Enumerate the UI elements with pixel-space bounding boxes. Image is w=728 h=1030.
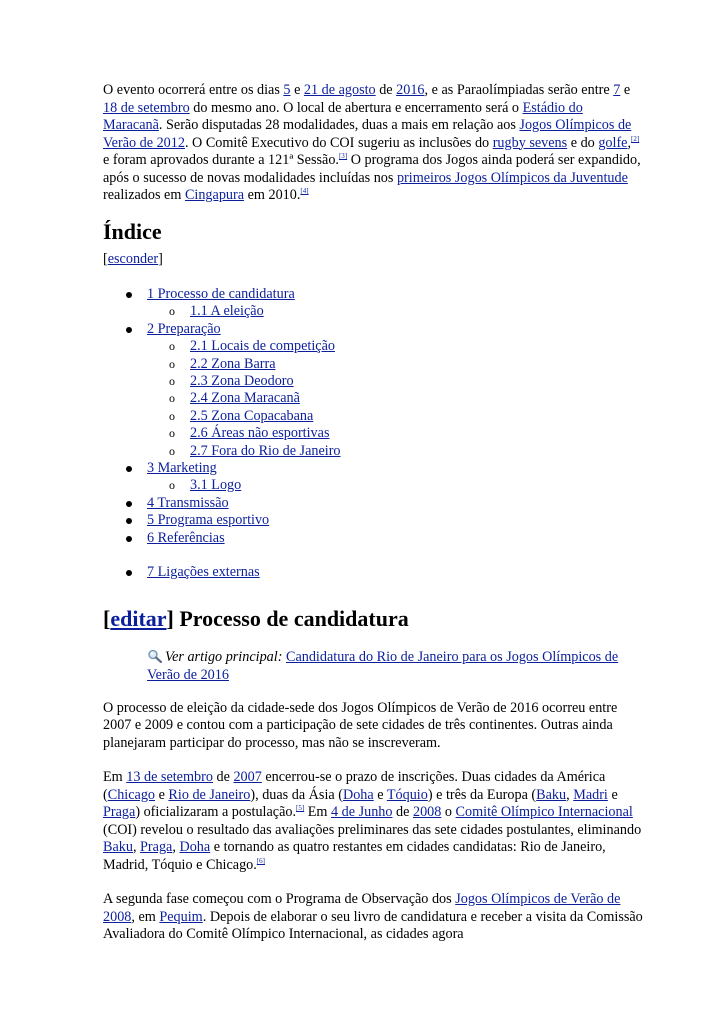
link-golfe[interactable]: golfe: [598, 134, 628, 151]
link-13-setembro[interactable]: 13 de setembro: [126, 769, 213, 785]
toc-hide-link[interactable]: esconder: [107, 250, 159, 267]
hatnote-label: Ver artigo principal:: [165, 648, 283, 665]
toc-link-3[interactable]: 3 Marketing: [147, 460, 217, 477]
toc-item: [103, 286, 643, 321]
text: , e as Paraolímpiadas serão entre: [424, 82, 614, 98]
link-2007[interactable]: 2007: [233, 769, 262, 785]
ref-4[interactable]: [4]: [300, 187, 309, 195]
link-maracana[interactable]: Estádio do Maracanã: [103, 99, 583, 133]
text: em 2010.: [244, 187, 301, 203]
paragraph-2: [103, 769, 643, 874]
toc-item: [103, 564, 643, 581]
toc-item: [103, 512, 643, 529]
toc-subitem: [147, 408, 643, 425]
text: Em: [304, 804, 331, 820]
text: ) oficializaram a postulação.: [135, 804, 297, 820]
link-baku[interactable]: Baku: [536, 786, 567, 803]
text: ,: [132, 839, 141, 855]
link-toquio[interactable]: Tóquio: [386, 786, 428, 803]
link-jogos-juventude[interactable]: primeiros Jogos Olímpicos da Juventude: [396, 169, 628, 186]
ref-6[interactable]: [6]: [256, 856, 265, 865]
toc-link-3-1[interactable]: 3.1 Logo: [190, 477, 242, 494]
toc-link-1[interactable]: 1 Processo de candidatura: [147, 286, 295, 302]
text: encerrou-se o prazo de inscrições. Duas cidades da América (: [103, 769, 606, 803]
bracket: [: [103, 250, 108, 267]
toc-link-2-1[interactable]: 2.1 Locais de competição: [190, 338, 335, 355]
text: Em: [103, 769, 127, 785]
toc-link-2-6[interactable]: 2.6 Áreas não esportivas: [190, 425, 330, 442]
link-jogos-2008[interactable]: Jogos Olímpicos de Verão de 2008: [103, 891, 621, 925]
text: ) e três da Europa (: [427, 786, 537, 803]
toc-list: [103, 286, 643, 582]
toc-item: [103, 460, 643, 495]
toc-title: Índice: [103, 218, 162, 244]
toc-link-2-5[interactable]: 2.5 Zona Copacabana: [190, 407, 314, 424]
link-4-junho[interactable]: 4 de Junho: [331, 804, 393, 820]
toc-link-2-2[interactable]: 2.2 Zona Barra: [190, 355, 276, 372]
text: de: [392, 804, 413, 820]
toc-toggle: [103, 251, 643, 269]
text: e foram aprovados durante a 121ª Sessão.: [103, 152, 339, 168]
toc-subitem: [147, 425, 643, 442]
text: e: [620, 82, 631, 98]
link-rugby-sevens[interactable]: rugby sevens: [492, 134, 568, 151]
text: O evento ocorrerá entre os dias: [103, 82, 284, 98]
link-jogos-2012[interactable]: Jogos Olímpicos de Verão de 2012: [103, 117, 632, 151]
toc-subitem: [147, 443, 643, 460]
toc-link-7[interactable]: 7 Ligações externas: [147, 564, 260, 581]
link-doha[interactable]: Doha: [342, 786, 374, 803]
text: de: [212, 769, 234, 785]
text: ,: [172, 839, 180, 855]
text: e: [607, 786, 618, 803]
link-baku-2[interactable]: Baku: [103, 839, 133, 855]
toc-link-1-1[interactable]: 1.1 A eleição: [190, 303, 264, 320]
toc-link-2-3[interactable]: 2.3 Zona Deodoro: [190, 373, 294, 390]
toc-link-5[interactable]: 5 Programa esportivo: [147, 512, 270, 529]
text: O programa dos Jogos ainda poderá ser expandido, após o sucesso de novas modalidades incluídas nos: [103, 152, 641, 186]
text: e: [373, 786, 387, 803]
text: o: [441, 804, 456, 820]
text: . Depois de elaborar o seu livro de candidatura e receber a visita da Comissão Avaliadora do Comitê Olímpico Internacional, as cidades agora: [103, 908, 643, 942]
text: e: [290, 82, 304, 98]
ref-5[interactable]: [5]: [296, 804, 305, 812]
link-rio[interactable]: Rio de Janeiro: [168, 786, 251, 803]
toc-link-2[interactable]: 2 Preparação: [147, 320, 221, 337]
toc-subitem: [147, 373, 643, 390]
bracket: ]: [166, 605, 180, 631]
text: , em: [131, 908, 160, 925]
hatnote: [147, 648, 643, 684]
link-2016[interactable]: 2016: [396, 82, 425, 98]
text: ,: [566, 786, 574, 803]
link-pequim[interactable]: Pequim: [159, 908, 203, 925]
toc-subitem: [147, 338, 643, 355]
magnifier-icon: [147, 649, 163, 663]
ref-3[interactable]: [3]: [338, 152, 348, 160]
text: e tornando as quatro restantes em cidades candidatas: Rio de Janeiro, Madrid, Tóquio e Chicago.: [103, 839, 606, 873]
text: ), duas da Ásia (: [250, 786, 343, 803]
ref-2[interactable]: [2]: [631, 134, 640, 143]
bracket: ]: [158, 250, 163, 267]
text: e do: [567, 134, 599, 151]
text: e: [155, 786, 169, 803]
link-7[interactable]: 7: [613, 82, 621, 98]
link-18-setembro[interactable]: 18 de setembro: [103, 99, 190, 116]
toc-item: [103, 321, 643, 460]
toc-item: [103, 530, 643, 547]
link-2008[interactable]: 2008: [412, 804, 442, 820]
text: . Serão disputadas 28 modalidades, duas a mais em relação aos: [158, 117, 520, 133]
intro-paragraph: O evento ocorrerá entre os dias 5 e 21 de agosto de 2016, e as Paraolímpiadas serão entre 7 e 18 de setembro do mesmo ano. O local de abertura e encerramento será o Estádio do Maracanã. Serão disputadas 28 modalidades, duas a mais em relação aos Jogos Olímpicos de Verão de 2012. O Comitê Executivo do COI sugeriu as inclusões do rugby sevens e do golfe,[2] e foram aprovados durante a 121ª Sessão.[3] O programa dos Jogos ainda poderá ser expandido, após o sucesso de novas modalidades incluídas nos primeiros Jogos Olímpicos da Juventude realizados em Cingapura em 2010.[4]: [103, 82, 641, 203]
text: . O Comitê Executivo do COI sugeriu as inclusões do: [184, 134, 493, 151]
text: (COI) revelou o resultado das avaliações preliminares das sete cidades postulantes, eliminando: [103, 821, 642, 838]
link-21-agosto[interactable]: 21 de agosto: [303, 82, 376, 98]
toc-link-2-7[interactable]: 2.7 Fora do Rio de Janeiro: [190, 442, 341, 459]
edit-section-link[interactable]: editar: [110, 605, 167, 631]
link-doha-2[interactable]: Doha: [179, 839, 211, 855]
hatnote-main-article-link[interactable]: Candidatura do Rio de Janeiro para os Jogos Olímpicos de Verão de 2016: [147, 648, 619, 683]
link-chicago[interactable]: Chicago: [107, 786, 156, 803]
text: do mesmo ano. O local de abertura e encerramento será o: [189, 99, 523, 116]
link-praga-2[interactable]: Praga: [140, 839, 173, 855]
link-cingapura[interactable]: Cingapura: [184, 187, 245, 203]
toc-link-6[interactable]: 6 Referências: [147, 529, 225, 546]
toc-item: [103, 495, 643, 512]
section-heading: [103, 606, 643, 632]
toc-link-2-4[interactable]: 2.4 Zona Maracanã: [190, 390, 300, 407]
paragraph-1: O processo de eleição da cidade-sede dos Jogos Olímpicos de Verão de 2016 ocorreu entre 2007 e 2009 e contou com a participação de sete cidades de três continentes. Outras ainda planejaram participar do processo, mas não se inscreveram.: [103, 699, 618, 751]
link-praga[interactable]: Praga: [103, 804, 136, 820]
link-madri[interactable]: Madri: [573, 786, 608, 803]
text: A segunda fase começou com o Programa de Observação dos: [103, 891, 456, 907]
bracket: [: [103, 605, 111, 631]
toc-subitem: [147, 390, 643, 407]
toc-link-4[interactable]: 4 Transmissão: [147, 494, 229, 511]
toc-subitem: [147, 477, 643, 494]
toc-subitem: [147, 356, 643, 373]
link-5[interactable]: 5: [283, 82, 291, 98]
link-coi[interactable]: Comitê Olímpico Internacional: [455, 804, 633, 820]
section-title: Processo de candidatura: [179, 605, 409, 631]
text: realizados em: [103, 187, 185, 203]
text: de: [375, 82, 397, 98]
toc-subitem: [147, 303, 643, 320]
paragraph-3: [103, 891, 643, 944]
